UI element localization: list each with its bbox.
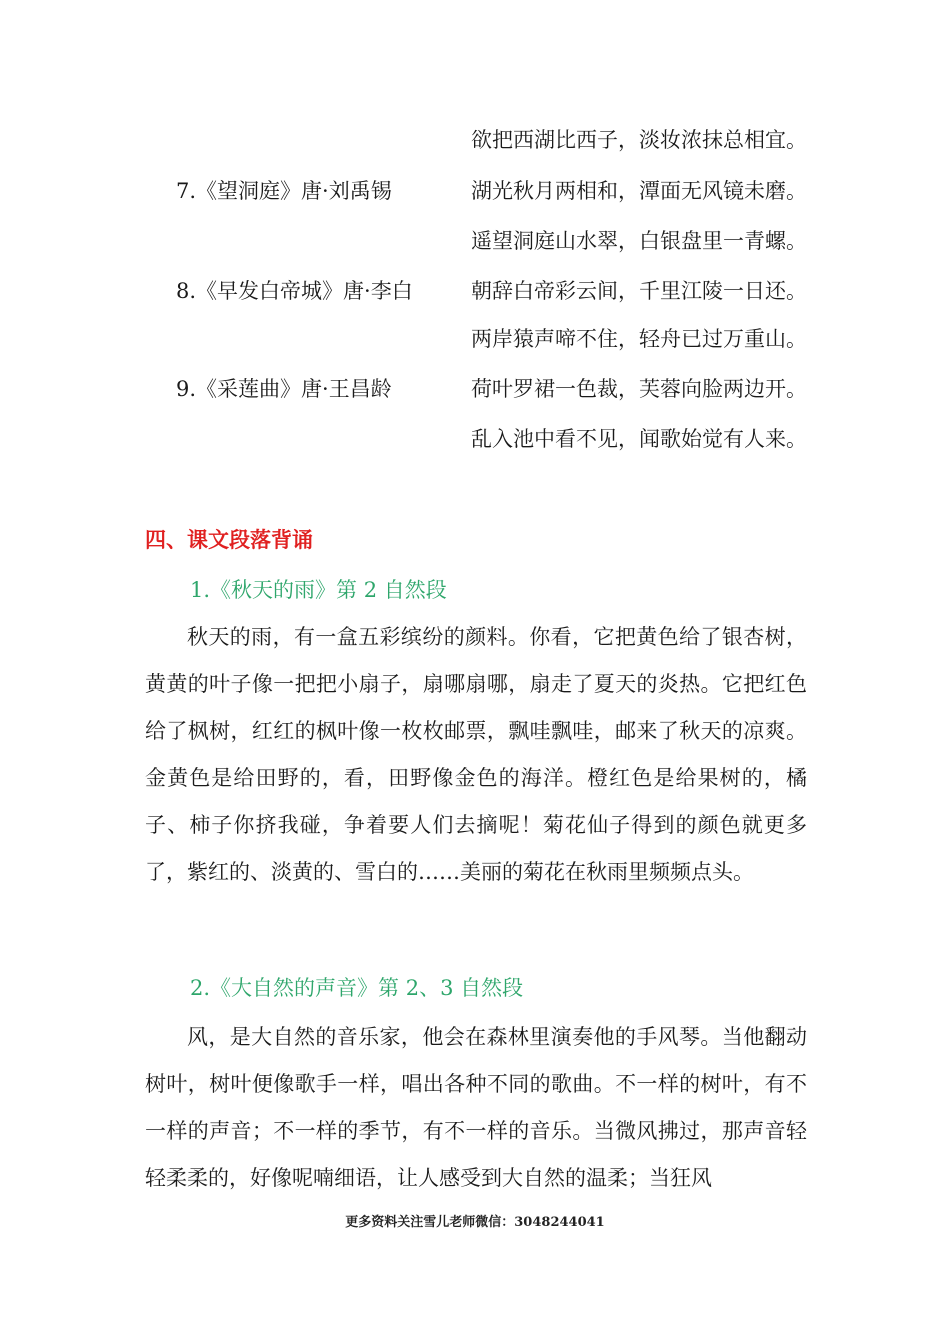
poem-title: 7.《望洞庭》唐·刘禹锡 (176, 179, 392, 203)
poem-title: 8.《早发白帝城》唐·李白 (176, 279, 413, 303)
passage-text: 风，是大自然的音乐家，他会在森林里演奏他的手风琴。当他翻动树叶，树叶便像歌手一样，唱出各种不同的歌曲。不一样的树叶，有不一样的声音；不一样的季节，有不一样的音乐。当微风拂过，那声音轻轻柔柔的，好像呢喃细语，让人感受到大自然的温柔；当狂风 (145, 1025, 807, 1190)
poem-line: 湖光秋月两相和，潭面无风镜未磨。 (471, 179, 807, 203)
footer-contact: 更多资料关注雪儿老师微信：3048244041 (345, 1215, 605, 1230)
section-heading: 四、课文段落背诵 (145, 528, 313, 552)
poem-line: 朝辞白帝彩云间，千里江陵一日还。 (471, 279, 807, 303)
passage-text: 秋天的雨，有一盒五彩缤纷的颜料。你看，它把黄色给了银杏树，黄黄的叶子像一把把小扇子，扇哪扇哪，扇走了夏天的炎热。它把红色给了枫树，红红的枫叶像一枚枚邮票，飘哇飘哇，邮来了秋天的凉爽。金黄色是给田野的，看，田野像金色的海洋。橙红色是给果树的，橘子、柿子你挤我碰，争着要人们去摘呢！菊花仙子得到的颜色就更多了，紫红的、淡黄的、雪白的……美丽的菊花在秋雨里频频点头。 (145, 625, 807, 884)
passage-heading: 2.《大自然的声音》第 2、3 自然段 (190, 976, 524, 1000)
poem-line: 遥望洞庭山水翠，白银盘里一青螺。 (471, 229, 807, 253)
poem-continuation-line: 欲把西湖比西子，淡妆浓抹总相宜。 (471, 128, 807, 152)
poem-line: 荷叶罗裙一色裁，芙蓉向脸两边开。 (471, 377, 807, 401)
poem-line: 乱入池中看不见，闻歌始觉有人来。 (471, 427, 807, 451)
poem-line: 两岸猿声啼不住，轻舟已过万重山。 (471, 327, 807, 351)
poem-title: 9.《采莲曲》唐·王昌龄 (176, 377, 392, 401)
passage-heading: 1.《秋天的雨》第 2 自然段 (190, 578, 447, 602)
